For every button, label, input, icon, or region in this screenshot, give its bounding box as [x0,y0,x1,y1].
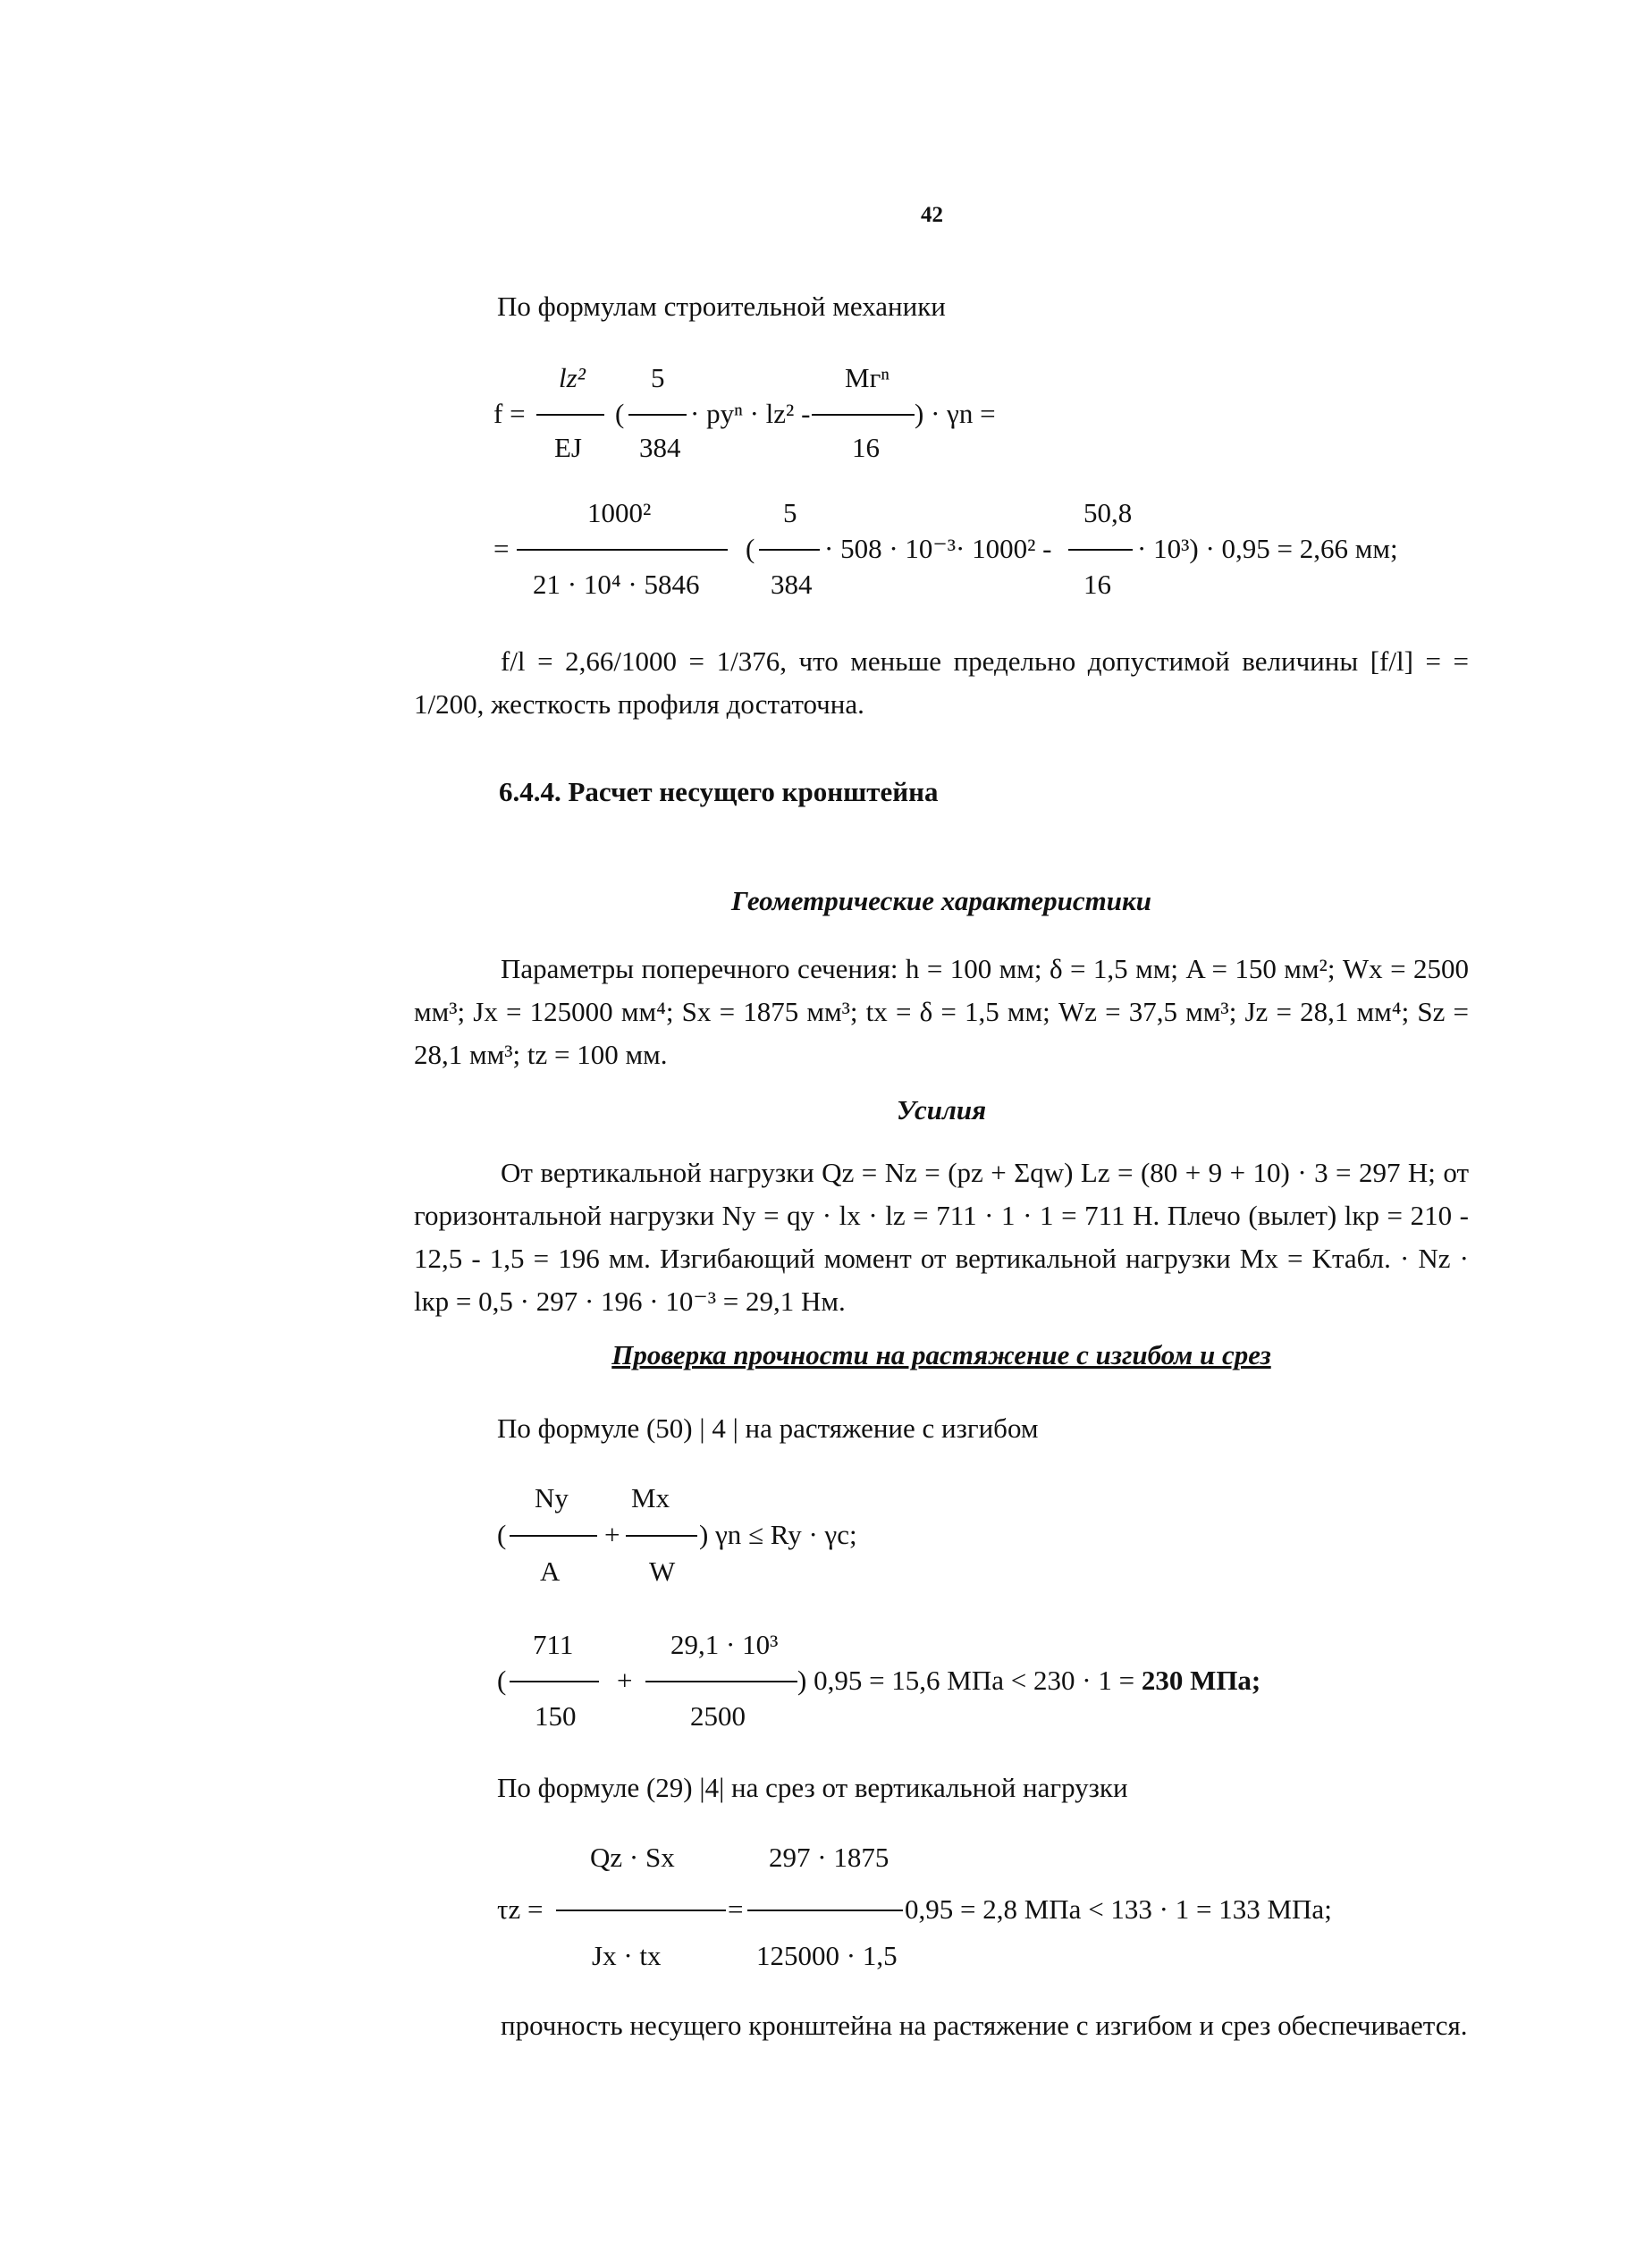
formula3-num-a: Ny [535,1482,569,1513]
formula5-den-a: Jx · tx [592,1940,662,1971]
formula5-b-bar [747,1910,903,1911]
formula5-lhs: τz = [497,1893,544,1925]
formula1-open: ( [615,398,625,429]
formula1-num-b: Mгⁿ [845,362,890,393]
formula1-num-a: 5 [651,362,665,393]
formula5-a-bar [556,1910,726,1911]
formula3-b-bar [626,1535,697,1537]
section-heading: 6.4.4. Расчет несущего кронштейна [499,776,939,807]
formula3-den-a: A [540,1556,561,1587]
formula4-num-a: 711 [533,1629,574,1660]
formula2-num-b: 50,8 [1083,497,1133,528]
formula4-open: ( [497,1665,507,1696]
formula29-intro: По формуле (29) |4| на срез от вертикальной нагрузки [497,1772,1128,1803]
formula1-b-bar [812,414,915,416]
formula5-den-b: 125000 · 1,5 [756,1940,898,1971]
formula3-a-bar [510,1535,597,1537]
formula2-den-b: 16 [1083,569,1111,600]
formula3-open: ( [497,1519,507,1550]
formula50-intro: По формуле (50) | 4 | на растяжение с изгибом [497,1412,1039,1444]
formula2-open: ( [746,533,755,564]
formula2-a-bar [759,549,820,551]
formula1-a-bar [628,414,687,416]
formula5-num-a: Qz · Sx [590,1842,675,1873]
conclusion-paragraph: прочность несущего кронштейна на растяжение с изгибом и срез обеспечивается. [501,2010,1468,2041]
formula1-main-bar [536,414,604,416]
formula4-tail-text: ) 0,95 = 15,6 МПа < 230 · 1 = [797,1665,1142,1696]
formula4-plus: + [617,1665,633,1696]
formula3-plus: + [604,1519,620,1550]
formula2-mid: · 508 · 10⁻³· 1000² - [824,533,1052,564]
formula1-num-main: lz² [559,362,586,393]
formula5-num-b: 297 · 1875 [769,1842,889,1873]
forces-heading: Усилия [896,1094,987,1126]
formula4-b-bar [645,1681,797,1682]
formula2-den-main: 21 · 10⁴ · 5846 [533,569,700,600]
formula2-main-bar [517,549,728,551]
formula2-tail: · 10³) · 0,95 = 2,66 мм; [1137,533,1398,564]
formula1-den-b: 16 [852,432,880,463]
formula4-tail [797,1666,1260,1694]
formula4-num-b: 29,1 · 10³ [670,1629,779,1660]
formula3-tail: ) γn ≤ Ry · γc; [699,1519,857,1550]
formula4-tail-bold: 230 МПа; [1141,1665,1261,1696]
intro-text: По формулам строительной механики [497,291,946,322]
formula1-den-main: EJ [554,432,582,463]
formula3-num-b: Mx [631,1482,670,1513]
formula4-a-bar [510,1681,599,1682]
formula1-tail: ) · γn = [915,398,996,429]
formula5-tail: 0,95 = 2,8 МПа < 133 · 1 = 133 МПа; [905,1893,1332,1925]
stiffness-paragraph: f/l = 2,66/1000 = 1/376, что меньше предельно допустимой величины [f/l] = = 1/200, жесткость профиля достаточна. [414,645,1469,720]
strength-check-heading: Проверка прочности на растяжение с изгибом и срез [611,1339,1271,1370]
formula3-den-b: W [649,1556,676,1587]
page-number: 42 [921,203,943,227]
formula2-num-main: 1000² [587,497,652,528]
formula4-den-a: 150 [535,1700,577,1732]
formula2-b-bar [1068,549,1133,551]
formula1-mid: · pyⁿ · lz² - [690,398,811,429]
formula1-lhs: f = [493,398,526,429]
formula1-den-a: 384 [639,432,681,463]
geometric-heading: Геометрические характеристики [731,885,1151,916]
formula2-den-a: 384 [771,569,813,600]
forces-paragraph: От вертикальной нагрузки Qz = Nz = (pz + Σqw) Lz = (80 + 9 + 10) · 3 = 297 Н; от горизонтальной нагрузки Ny = qy · lx · lz = 711 · 1 · 1 = 711 Н. Плечо (вылет) lкр = 210 - 12,5 - 1,5 = 196 мм. Изгибающий момент от вертикальной нагрузки Mx = Kтабл. · Nz · lкр = 0,5 · 297 · 196 · 10⁻³ = 29,1 Нм. [414,1157,1469,1317]
formula4-den-b: 2500 [690,1700,746,1732]
formula5-eq: = [728,1893,744,1925]
formula2-eq: = [493,533,510,564]
formula2-num-a: 5 [783,497,797,528]
geometric-paragraph: Параметры поперечного сечения: h = 100 мм; δ = 1,5 мм; A = 150 мм²; Wx = 2500 мм³; Jx = 125000 мм⁴; Sx = 1875 мм³; tx = δ = 1,5 мм; Wz = 37,5 мм³; Jz = 28,1 мм⁴; Sz = 28,1 мм³; tz = 100 мм. [414,953,1469,1070]
